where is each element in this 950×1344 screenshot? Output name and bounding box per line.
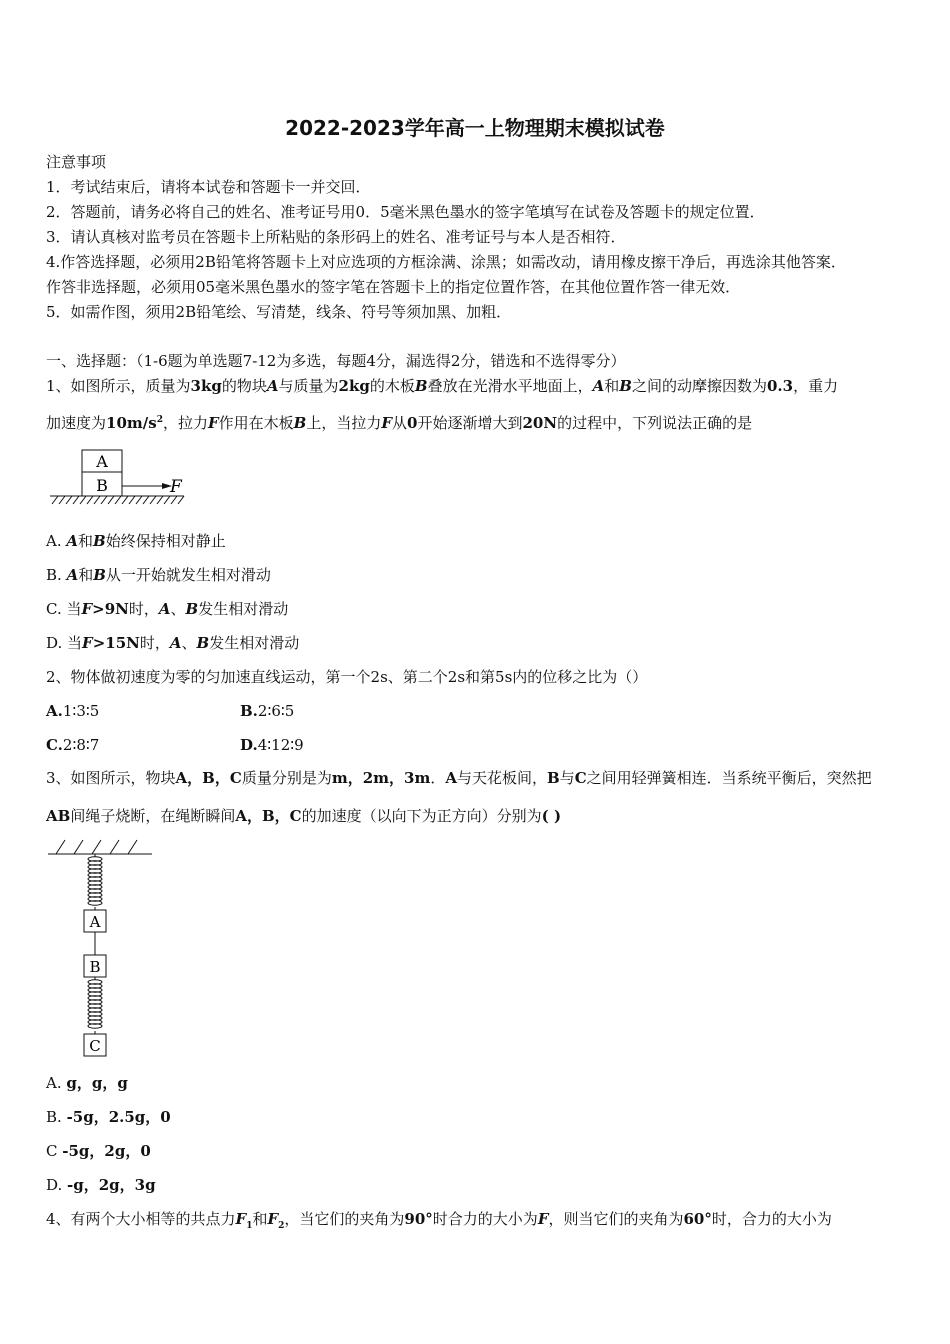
q3-option-d[interactable]: D. -g，2g，3g bbox=[46, 1176, 156, 1194]
hatch-stroke bbox=[164, 496, 170, 504]
hatch-stroke bbox=[66, 496, 72, 504]
q3-stem-line2: AB间绳子烧断，在绳断瞬间A，B，C的加速度（以向下为正方向）分别为( ) bbox=[46, 807, 562, 825]
hatch-stroke bbox=[87, 496, 93, 504]
hatch-stroke bbox=[59, 496, 65, 504]
hatch-stroke bbox=[128, 840, 137, 854]
q1-option-a[interactable]: A. A和B始终保持相对静止 bbox=[46, 532, 226, 550]
q2-option-b[interactable]: B.2∶6∶5 bbox=[240, 702, 295, 720]
block-a-label: A bbox=[96, 452, 108, 471]
q2-option-a[interactable]: A.1∶3∶5 bbox=[46, 702, 100, 720]
hatch-stroke bbox=[56, 840, 65, 854]
notice-item-4: 4.作答选择题，必须用2B铅笔将答题卡上对应选项的方框涂满、涂黑；如需改动，请用橡皮擦干净后，再选涂其他答案． bbox=[46, 253, 846, 271]
q3-option-a[interactable]: A. g，g，g bbox=[46, 1074, 128, 1092]
notice-item-1: 1．考试结束后，请将本试卷和答题卡一并交回． bbox=[46, 178, 371, 196]
q1-stem-line2: 加速度为$10m/s^2$，拉力F作用在木板B上，当拉力F从0开始逐渐增大到20N的过程中，下列说法正确的是 bbox=[46, 414, 753, 432]
notice-heading: 注意事项 bbox=[46, 153, 107, 171]
page-title: 2022-2023学年高一上物理期末模拟试卷 bbox=[285, 116, 665, 140]
board-b-label: B bbox=[96, 476, 108, 495]
q1-figure bbox=[44, 446, 194, 510]
hatch-stroke bbox=[171, 496, 177, 504]
hatch-stroke bbox=[122, 496, 128, 504]
hatch-stroke bbox=[110, 840, 119, 854]
block-c-label: C bbox=[89, 1037, 101, 1055]
spring-bottom bbox=[88, 977, 102, 1034]
q1-option-c[interactable]: C. 当F>9N时，A、B发生相对滑动 bbox=[46, 600, 289, 618]
q4-stem: 4、有两个大小相等的共点力$F_1$和$F_2$，当它们的夹角为90°时合力的大小为F，则当它们的夹角为60°时，合力的大小为 bbox=[46, 1210, 832, 1231]
hatch-stroke bbox=[143, 496, 149, 504]
hatch-stroke bbox=[150, 496, 156, 504]
notice-item-3: 3．请认真核对监考员在答题卡上所粘贴的条形码上的姓名、准考证号与本人是否相符． bbox=[46, 228, 626, 246]
q2-option-c[interactable]: C.2∶8∶7 bbox=[46, 736, 100, 754]
hatch-stroke bbox=[92, 840, 101, 854]
hatch-stroke bbox=[94, 496, 100, 504]
hatch-stroke bbox=[178, 496, 184, 504]
hatch-stroke bbox=[80, 496, 86, 504]
hatch-stroke bbox=[108, 496, 114, 504]
notice-item-5: 5．如需作图，须用2B铅笔绘、写清楚，线条、符号等须加黑、加粗． bbox=[46, 303, 512, 321]
hatch-stroke bbox=[52, 496, 58, 504]
q2-stem: 2、物体做初速度为零的匀加速直线运动，第一个2s、第二个2s和第5s内的位移之比为（） bbox=[46, 668, 648, 686]
force-label: F bbox=[170, 477, 182, 497]
notice-item-2: 2．答题前，请务必将自己的姓名、准考证号用0．5毫米黑色墨水的签字笔填写在试卷及答题卡的规定位置． bbox=[46, 203, 765, 221]
hatch-stroke bbox=[73, 496, 79, 504]
block-b-label: B bbox=[89, 958, 101, 976]
section-heading: 一、选择题：（1-6题为单选题7-12为多选，每题4分，漏选得2分，错选和不选得零分） bbox=[46, 352, 626, 370]
q3-figure bbox=[44, 838, 156, 1060]
ceiling-hatch bbox=[56, 840, 137, 854]
q3-option-c[interactable]: C -5g，2g，0 bbox=[46, 1142, 151, 1160]
hatch-stroke bbox=[157, 496, 163, 504]
q3-stem-line1: 3、如图所示，物块A，B，C质量分别是为m，2m，3m．A与天花板间，B与C之间用轻弹簧相连．当系统平衡后，突然把 bbox=[46, 769, 872, 787]
hatch-stroke bbox=[115, 496, 121, 504]
q3-option-b[interactable]: B. -5g，2.5g，0 bbox=[46, 1108, 171, 1126]
hatch-stroke bbox=[74, 840, 83, 854]
hatch-stroke bbox=[136, 496, 142, 504]
q1-stem-line1: 1、如图所示，质量为3kg的物块A与质量为2kg的木板B叠放在光滑水平地面上，A和B之间的动摩擦因数为0.3，重力 bbox=[46, 377, 839, 395]
q2-option-d[interactable]: D.4∶12∶9 bbox=[240, 736, 304, 754]
hatch-stroke bbox=[101, 496, 107, 504]
notice-item-4-cont: 作答非选择题，必须用05毫米黑色墨水的签字笔在答题卡上的指定位置作答，在其他位置作答一律无效． bbox=[46, 278, 741, 296]
q1-option-d[interactable]: D. 当F>15N时，A、B发生相对滑动 bbox=[46, 634, 300, 652]
block-a-label: A bbox=[89, 913, 101, 931]
spring-top bbox=[88, 854, 102, 910]
q1-option-b[interactable]: B. A和B从一开始就发生相对滑动 bbox=[46, 566, 271, 584]
ground-hatch bbox=[52, 496, 184, 504]
hatch-stroke bbox=[129, 496, 135, 504]
